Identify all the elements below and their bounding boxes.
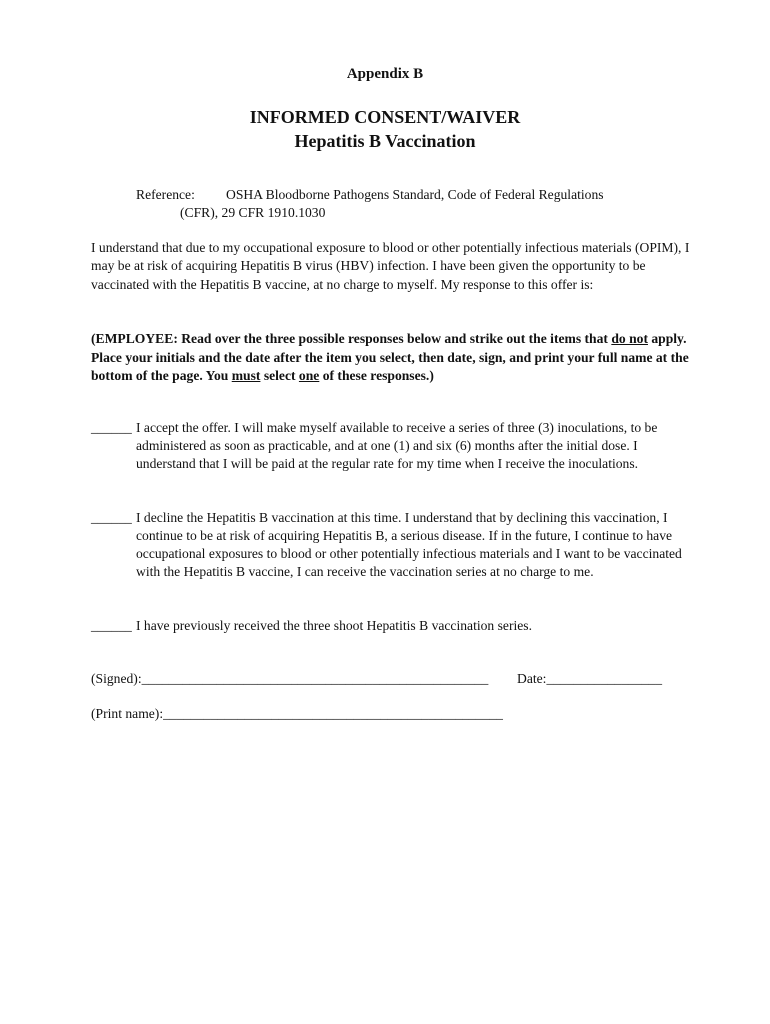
instructions-part4: of these responses.) (319, 368, 434, 383)
instructions-do-not: do not (611, 331, 648, 346)
option-previous-initials-blank[interactable]: ______ (91, 618, 132, 633)
option-previous-text: I have previously received the three shoot Hepatitis B vaccination series. (136, 618, 532, 633)
option-accept-initials-blank[interactable]: ______ (91, 420, 132, 435)
print-name-label: (Print name): (91, 706, 164, 721)
date-label: Date: (517, 671, 547, 686)
reference-label: Reference: (136, 187, 195, 202)
form-title-line2: Hepatitis B Vaccination (294, 131, 476, 151)
option-decline (91, 509, 691, 581)
signature-line[interactable]: ___________________________________________________ (141, 671, 489, 686)
option-decline-text: I decline the Hepatitis B vaccination at this time. I understand that by declining this vaccination, I continue to be at risk of acquiring Hepatitis B, a serious disease. If in the future, I continue to have occupational exposures to blood or other potentially infectious materials and I want to be vaccinated with the Hepatitis B vaccine, I can receive the vaccination series at no charge to me. (136, 510, 682, 579)
signed-label: (Signed): (91, 671, 142, 686)
instructions-part1: (EMPLOYEE: Read over the three possible responses below and strike out the items that (91, 331, 612, 346)
intro-paragraph: I understand that due to my occupational exposure to blood or other potentially infectious materials (OPIM), I may be at risk of acquiring Hepatitis B virus (HBV) infection. I have been given the opportunity to be vaccinated with the Hepatitis B vaccine, at no charge to myself. My response to this offer is: (91, 240, 690, 292)
date-field (517, 670, 662, 688)
instructions-must: must (231, 368, 261, 383)
form-title (0, 105, 770, 153)
form-title-line1: INFORMED CONSENT/WAIVER (249, 107, 521, 127)
instructions-part2: apply. Place your initials and the date after the item you select, then date, sign, and print your full name at the bottom of the page. You (91, 331, 689, 383)
option-accept (91, 419, 691, 473)
option-accept-text: I accept the offer. I will make myself available to receive a series of three (3) inoculations, to be administered as soon as practicable, and at one (1) and six (6) months after the initial dose. I understand that I will be paid at the regular rate for my time when I receive the inoculations. (136, 420, 658, 471)
instructions-part3: select (260, 368, 299, 383)
print-name-line[interactable]: __________________________________________________ (163, 706, 503, 721)
reference-block (136, 186, 696, 222)
date-line[interactable]: _________________ (546, 671, 662, 686)
reference-line2: (CFR), 29 CFR 1910.1030 (180, 205, 326, 220)
option-decline-initials-blank[interactable]: ______ (91, 510, 132, 525)
reference-line1: OSHA Bloodborne Pathogens Standard, Code of Federal Regulations (226, 187, 604, 202)
option-previously-received (91, 617, 691, 635)
instructions-one: one (298, 368, 320, 383)
appendix-label: Appendix B (346, 66, 424, 82)
employee-instructions (91, 330, 701, 386)
print-name-row (91, 705, 691, 723)
